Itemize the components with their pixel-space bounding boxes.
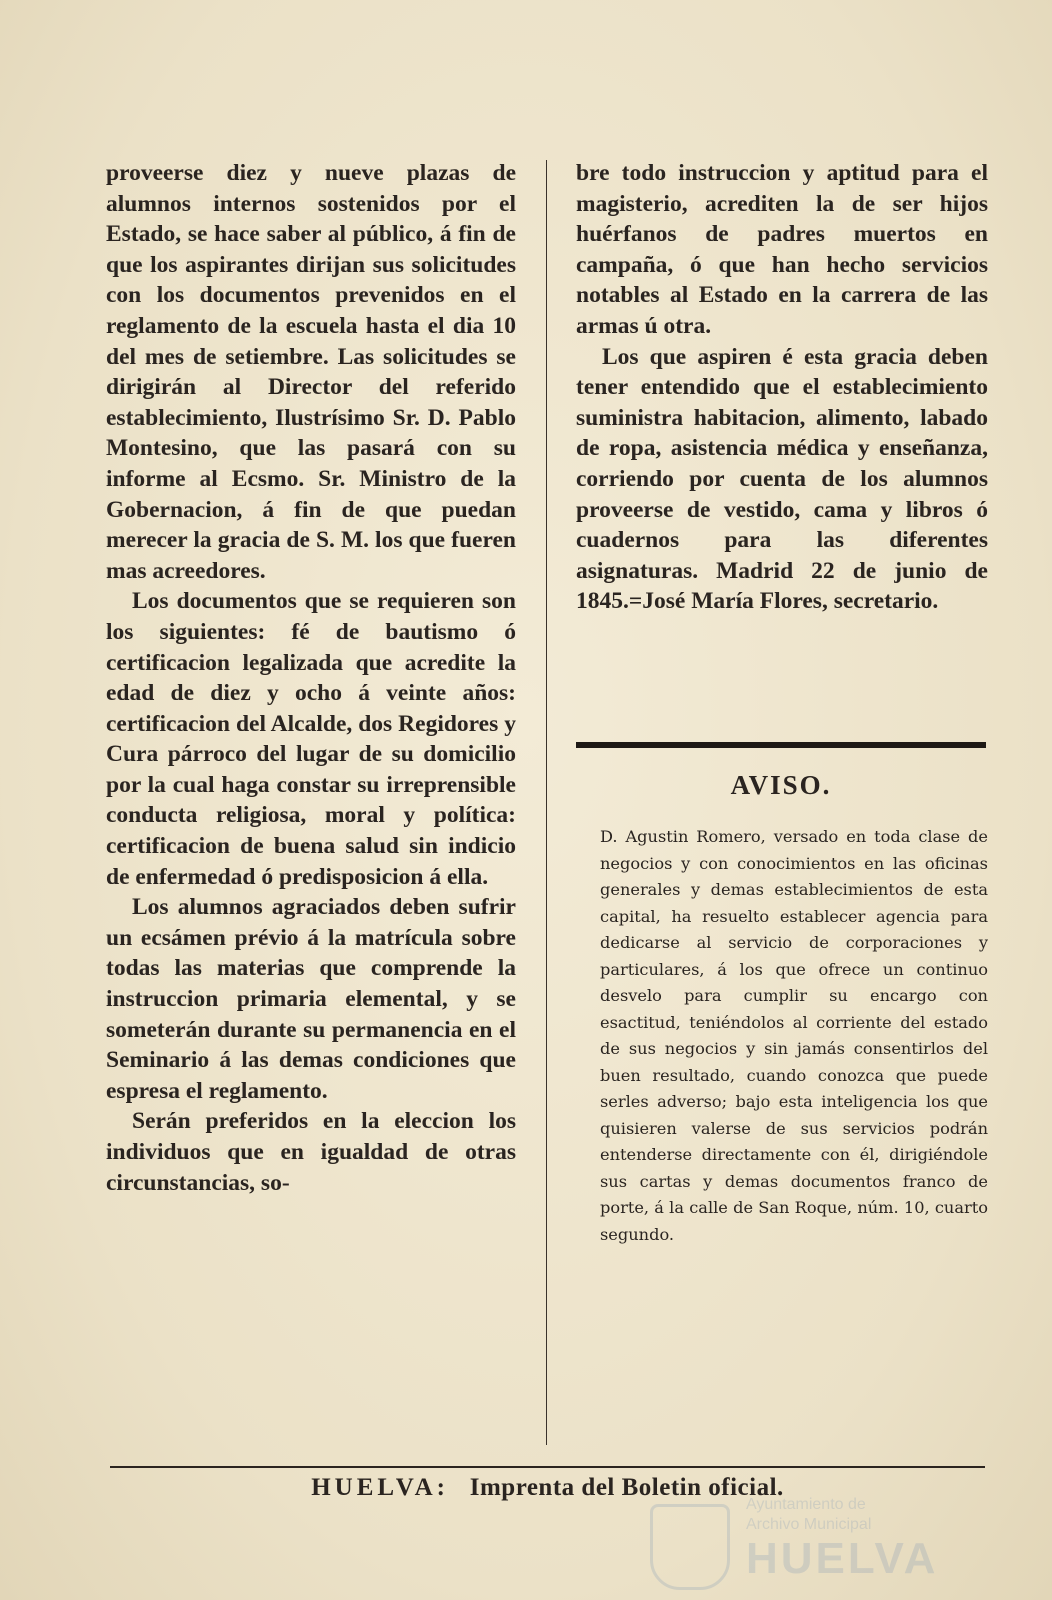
left-column — [106, 158, 516, 1198]
imprint-printer: Imprenta del Boletin oficial. — [469, 1474, 784, 1501]
right-paragraph-1: bre todo instruccion y aptitud para el magisterio, acrediten la de ser hijos huérfanos de padres muertos en campaña, ó que han hecho servicios notables al Estado en la carrera de las armas ú otra. — [576, 160, 988, 339]
column-divider — [546, 160, 547, 1445]
left-paragraph-1: proveerse diez y nueve plazas de alumnos internos sostenidos por el Estado, se hace saber al público, á fin de que los aspirantes dirijan sus solicitudes con los documentos prevenidos en el reglamento de la escuela hasta el dia 10 del mes de setiembre. Las solicitudes se dirigirán al Director del referido establecimiento, Ilustrísimo Sr. D. Pablo Montesino, que las pasará con su informe al Ecsmo. Sr. Ministro de la Gobernacion, á fin de que puedan merecer la gracia de S. M. los que fueren mas acreedores. — [106, 160, 516, 584]
right-column — [576, 158, 988, 617]
aviso-notice — [600, 824, 988, 1248]
aviso-heading: AVISO. — [730, 770, 832, 800]
right-paragraph-2: Los que aspiren é esta gracia deben tener entendido que el establecimiento suministra habitacion, alimento, labado de ropa, asistencia médica y enseñanza, corriendo por cuenta de los alumnos proveerse de vestido, cama y libros ó cuadernos para las diferentes asignaturas. Madrid 22 de junio de 1845.=José María Flores, secretario. — [576, 343, 988, 615]
archive-watermark — [650, 1496, 1000, 1588]
left-paragraph-4: Serán preferidos en la eleccion los individuos que en igualdad de otras circunstancias, so- — [106, 1108, 516, 1196]
seal-icon — [650, 1504, 730, 1590]
aviso-paragraph: D. Agustin Romero, versado en toda clase de negocios y con conocimientos en las oficinas generales y demas establecimientos de esta capital, ha resuelto establecer agencia para dedicarse al servicio de corporaciones y particulares, á los que ofrece un continuo desvelo para cumplir su encargo con esactitud, teniéndolos al corriente del estado de sus negocios y sin jamás consentirlos del buen resultado, cuando conozca que puede serles adverso; bajo esta inteligencia los que quisieren valerse de sus servicios podrán entenderse directamente con él, dirigiéndole sus cartas y demas documentos franco de porte, á la calle de San Roque, núm. 10, cuarto segundo. — [600, 827, 988, 1244]
left-paragraph-2: Los documentos que se requieren son los siguientes: fé de bautismo ó certificacion legalizada que acredite la edad de diez y ocho á veinte años: certificacion del Alcalde, dos Regidores y Cura párroco del lugar de su domicilio por la cual haga constar su irreprensible conducta religiosa, moral y política: certificacion de buena salud sin indicio de enfermedad ó predisposicion á ella. — [106, 588, 516, 890]
section-rule — [576, 742, 986, 748]
watermark-line-1: Ayuntamiento de — [746, 1496, 866, 1513]
footer-rule — [110, 1466, 985, 1468]
imprint-place: HUELVA: — [311, 1474, 449, 1501]
watermark-line-3: HUELVA — [746, 1534, 939, 1583]
watermark-line-2: Archivo Municipal — [746, 1516, 872, 1533]
left-paragraph-3: Los alumnos agraciados deben sufrir un ecsámen prévio á la matrícula sobre todas las materias que comprende la instruccion primaria elemental, y se someterán durante su permanencia en el Seminario á las demas condiciones que espresa el reglamento. — [106, 894, 516, 1104]
